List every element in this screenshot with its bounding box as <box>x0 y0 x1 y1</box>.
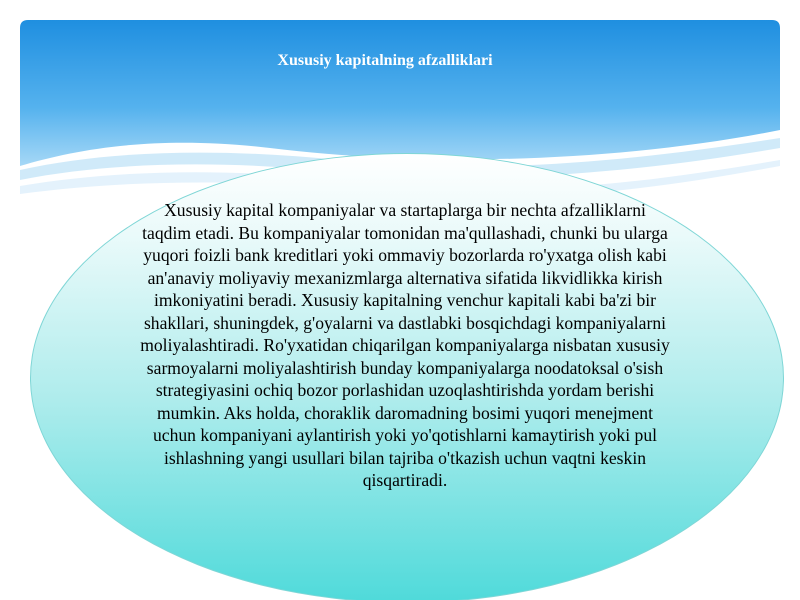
slide-title: Xususiy kapitalning afzalliklari <box>277 52 493 69</box>
slide-body-text: Xususiy kapital kompaniyalar va startaplarga bir nechta afzalliklarni taqdim etadi. Bu kompaniyalar tomonidan ma'qullashadi, chunki bu ularga yuqori foizli bank kreditlari yoki ommaviy bozorlarda ro'yxatga olish kabi an'anaviy moliyaviy mexanizmlarga alternativa sifatida likvidlikka kirish imkoniyatini beradi. Xususiy kapitalning venchur kapitali kabi ba'zi bir shakllari, shuningdek, g'oyalarni va dastlabki bosqichdagi kompaniyalarni moliyalashtiradi. Ro'yxatidan chiqarilgan kompaniyalarga nisbatan xususiy sarmoyalarni moliyalashtirish bunday kompaniyalarga noodatoksal o'sish strategiyasini ochiq bozor porlashidan uzoqlashtirishda yordam berishi mumkin. Aks holda, choraklik daromadning bosimi yuqori menejment uchun kompaniyani aylantirish yoki yo'qotishlarni kamaytirish yoki pul ishlashning yangi usullari bilan tajriba o'tkazish uchun vaqtni keskin qisqartiradi. <box>140 200 670 490</box>
